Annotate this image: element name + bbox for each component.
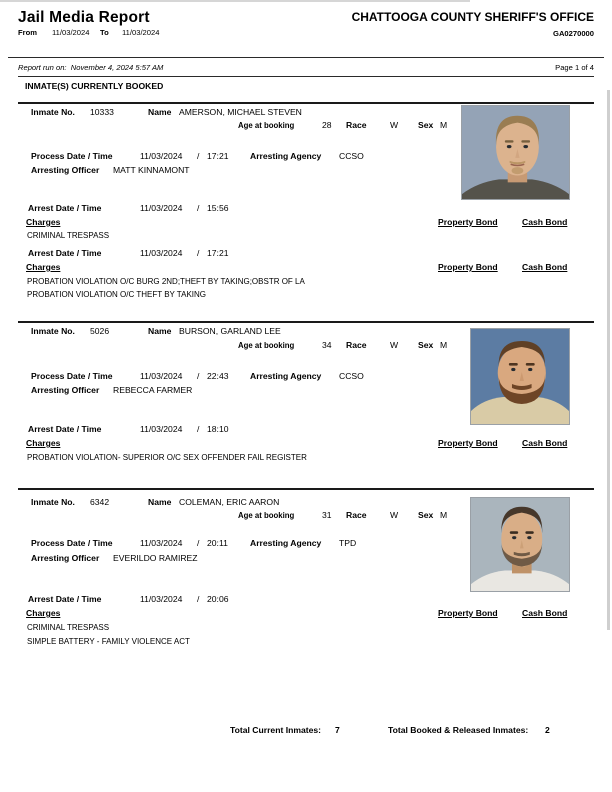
arrest-label: Arrest Date / Time xyxy=(28,203,102,213)
inmate-record xyxy=(0,103,612,321)
process-time: 17:21 xyxy=(207,151,229,161)
name-value: AMERSON, MICHAEL STEVEN xyxy=(179,107,302,117)
cash-bond-header: Cash Bond xyxy=(522,608,568,618)
officer-label: Arresting Officer xyxy=(31,165,100,175)
cash-bond-header: Cash Bond xyxy=(522,262,568,272)
age-label: Age at booking xyxy=(238,511,295,520)
inmate-no-value: 5026 xyxy=(90,326,110,336)
age-label: Age at booking xyxy=(238,341,295,350)
sex-value: M xyxy=(440,510,448,520)
inmate-record xyxy=(0,322,612,488)
cash-bond-header: Cash Bond xyxy=(522,217,568,227)
mugshot-illustration xyxy=(462,106,569,199)
agency-label: Arresting Agency xyxy=(250,371,322,381)
header-divider xyxy=(8,57,604,58)
officer-value: MATT KINNAMONT xyxy=(113,165,190,175)
slash: / xyxy=(197,424,200,434)
slash: / xyxy=(197,594,200,604)
charges-header: Charges xyxy=(26,438,61,448)
age-value: 28 xyxy=(322,120,332,130)
arrest-label: Arrest Date / Time xyxy=(28,248,102,258)
charges-header: Charges xyxy=(26,608,61,618)
mugshot-illustration xyxy=(471,498,569,591)
property-bond-header: Property Bond xyxy=(438,608,498,618)
agency-value: CCSO xyxy=(339,371,364,381)
sex-label: Sex xyxy=(418,120,434,130)
race-label: Race xyxy=(346,120,367,130)
name-label: Name xyxy=(148,107,172,117)
sex-value: M xyxy=(440,340,448,350)
mugshot-illustration xyxy=(471,329,569,424)
sex-label: Sex xyxy=(418,340,434,350)
charge-line: PROBATION VIOLATION- SUPERIOR O/C SEX OFFENDER FAIL REGISTER xyxy=(27,453,307,462)
process-label: Process Date / Time xyxy=(31,371,113,381)
arrest-time: 18:10 xyxy=(207,424,229,434)
property-bond-header: Property Bond xyxy=(438,262,498,272)
arrest-label: Arrest Date / Time xyxy=(28,594,102,604)
race-label: Race xyxy=(346,510,367,520)
charge-line: PROBATION VIOLATION O/C BURG 2ND;THEFT BY TAKING;OBSTR OF LA xyxy=(27,277,305,286)
agency-label: Arresting Agency xyxy=(250,151,322,161)
arrest-date: 11/03/2024 xyxy=(140,594,183,604)
charges-header: Charges xyxy=(26,217,61,227)
section-title: INMATE(S) CURRENTLY BOOKED xyxy=(25,81,164,91)
process-date: 11/03/2024 xyxy=(140,151,183,161)
officer-value: REBECCA FARMER xyxy=(113,385,193,395)
charge-line: CRIMINAL TRESPASS xyxy=(27,231,110,240)
inmate-record xyxy=(0,488,612,666)
process-label: Process Date / Time xyxy=(31,151,113,161)
inmate-no-value: 10333 xyxy=(90,107,114,117)
from-label: From xyxy=(18,28,37,37)
race-value: W xyxy=(390,120,399,130)
from-date-value: 11/03/2024 xyxy=(52,28,90,37)
report-run-value: November 4, 2024 5:57 AM xyxy=(70,63,164,72)
total-current-label: Total Current Inmates: xyxy=(230,725,322,735)
arrest-time: 20:06 xyxy=(207,594,229,604)
sex-value: M xyxy=(440,120,448,130)
age-value: 31 xyxy=(322,510,332,520)
officer-value: EVERILDO RAMIREZ xyxy=(113,553,198,563)
slash: / xyxy=(197,248,200,258)
officer-label: Arresting Officer xyxy=(31,385,100,395)
subheader-divider xyxy=(18,76,594,77)
process-time: 20:11 xyxy=(207,538,228,548)
page-edge-artifact xyxy=(0,0,470,2)
mugshot-photo xyxy=(470,497,570,592)
agency-value: TPD xyxy=(339,538,357,548)
arrest-date: 11/03/2024 xyxy=(140,203,183,213)
arrest-time: 17:21 xyxy=(207,248,229,258)
officer-label: Arresting Officer xyxy=(31,553,100,563)
race-value: W xyxy=(390,510,399,520)
process-time: 22:43 xyxy=(207,371,229,381)
page-indicator: Page 1 of 4 xyxy=(555,63,594,72)
name-label: Name xyxy=(148,497,172,507)
name-value: BURSON, GARLAND LEE xyxy=(179,326,281,336)
name-value: COLEMAN, ERIC AARON xyxy=(179,497,280,507)
total-booked-label: Total Booked & Released Inmates: xyxy=(388,725,529,735)
slash: / xyxy=(197,151,200,161)
to-date-value: 11/03/2024 xyxy=(122,28,160,37)
report-title: Jail Media Report xyxy=(18,9,150,26)
name-label: Name xyxy=(148,326,172,336)
report-run-label: Report run on: xyxy=(18,63,67,72)
to-label: To xyxy=(100,28,109,37)
sex-label: Sex xyxy=(418,510,434,520)
race-value: W xyxy=(390,340,399,350)
arrest-date: 11/03/2024 xyxy=(140,424,183,434)
mugshot-photo xyxy=(461,105,570,200)
process-date: 11/03/2024 xyxy=(140,371,183,381)
property-bond-header: Property Bond xyxy=(438,217,498,227)
age-label: Age at booking xyxy=(238,121,295,130)
agency-value: CCSO xyxy=(339,151,364,161)
process-date: 11/03/2024 xyxy=(140,538,183,548)
inmate-no-label: Inmate No. xyxy=(31,107,75,117)
charge-line: SIMPLE BATTERY - FAMILY VIOLENCE ACT xyxy=(27,637,190,646)
arrest-label: Arrest Date / Time xyxy=(28,424,102,434)
ori-number: GA0270000 xyxy=(553,29,594,38)
slash: / xyxy=(197,203,200,213)
charge-line: CRIMINAL TRESPASS xyxy=(27,623,110,632)
total-current-value: 7 xyxy=(335,725,340,735)
inmate-no-label: Inmate No. xyxy=(31,326,75,336)
inmate-no-value: 6342 xyxy=(90,497,110,507)
arrest-time: 15:56 xyxy=(207,203,229,213)
arrest-date: 11/03/2024 xyxy=(140,248,183,258)
cash-bond-header: Cash Bond xyxy=(522,438,568,448)
slash: / xyxy=(197,538,200,548)
property-bond-header: Property Bond xyxy=(438,438,498,448)
charge-line: PROBATION VIOLATION O/C THEFT BY TAKING xyxy=(27,290,206,299)
total-booked-value: 2 xyxy=(545,725,550,735)
age-value: 34 xyxy=(322,340,332,350)
mugshot-photo xyxy=(470,328,570,425)
agency-label: Arresting Agency xyxy=(250,538,322,548)
charges-header: Charges xyxy=(26,262,61,272)
report-run-on xyxy=(18,63,163,72)
slash: / xyxy=(197,371,200,381)
process-label: Process Date / Time xyxy=(31,538,113,548)
inmate-no-label: Inmate No. xyxy=(31,497,75,507)
agency-name: CHATTOOGA COUNTY SHERIFF'S OFFICE xyxy=(351,10,594,24)
race-label: Race xyxy=(346,340,367,350)
